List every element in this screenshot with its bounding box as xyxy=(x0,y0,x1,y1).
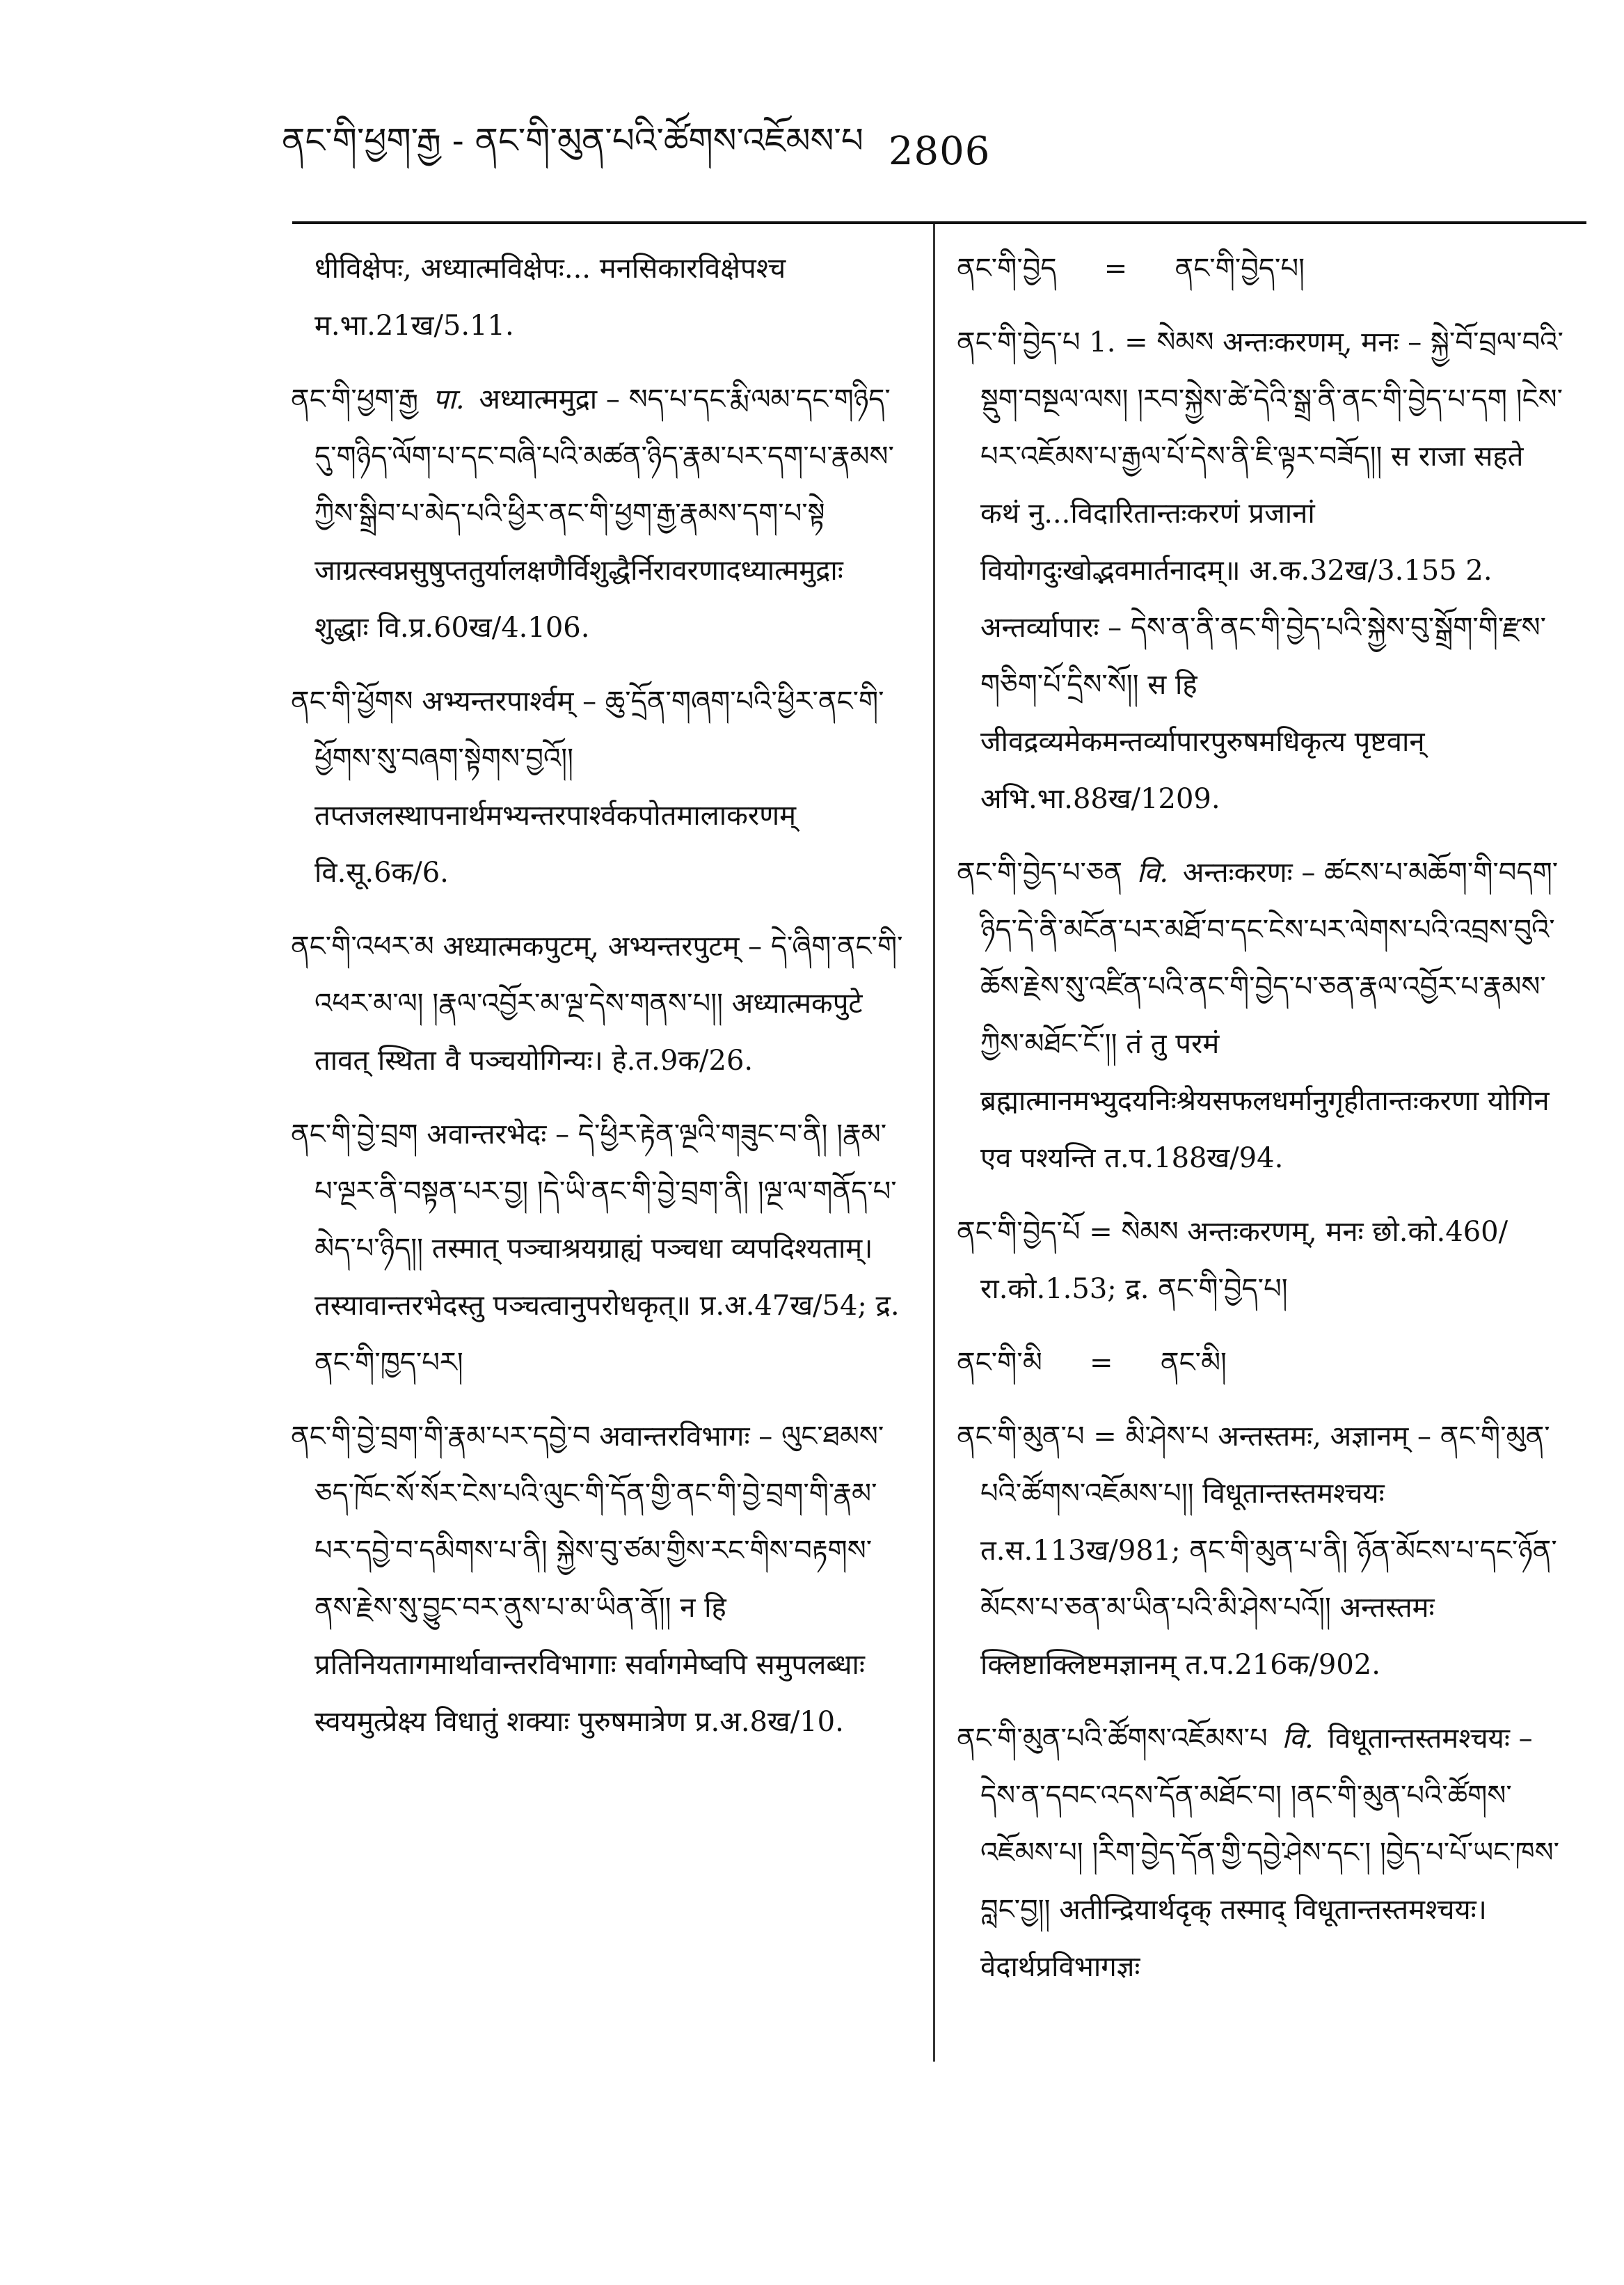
entry-headword: ནང་གི་མུན་པ xyxy=(957,1421,1085,1453)
right-column xyxy=(957,240,1569,2012)
entry-headword: ནང་གི་བྱེ་བྲག xyxy=(291,1118,418,1151)
page-number: 2806 xyxy=(888,128,991,174)
entry-headword: ནང་གི་ཕྱོགས xyxy=(291,686,413,718)
entry-definition: अध्यात्मकपुटम्, अभ्यन्तरपुटम् – དེ་ཞིག་ནང་གི་འཕར་མ་ལ། །རྣལ་འབྱོར་མ་ལྔ་དེས་གནས་པ།། अध्यात्मकपुटे तावत् स्थिता वै पञ्चयोगिन्यः। हे.त.9क/26. xyxy=(315,931,903,1077)
entry-headword: ནང་གི་བྱེད་པོ xyxy=(957,1216,1081,1248)
dictionary-entry xyxy=(291,918,903,1089)
entry-definition: 1. = སེམས अन्तःकरणम्, मनः – སྐྱེ་བོ་བྲལ་བའི་སྡུག་བསྔལ་ལས། །རབ་སྐྱེས་ཚེ་དེའི་སྒྲ་ནི་ནང་གི་བྱེད་པ་དག །ངེས་པར་འཇོམས་པ་རྒྱལ་པོ་དེས་ནི་ཇི་ལྟར་བཟོད།། स राजा सहते कथं नु...विदारितान्तःकरणं प्रजानां वियोगदुःखोद्भवमार्तनादम्॥ अ.क.32ख/3.155 2. अन्तर्व्यापारः – དེས་ན་ནི་ནང་གི་བྱེད་པའི་སྐྱེས་བུ་སྒྲོག་གི་རྫས་གཅིག་པོ་དྲིས་སོ།། स हि जीवद्रव्यमेकमन्तर्व्यापारपुरुषमधिकृत्य पृष्टवान् अभि.भा.88ख/1209. xyxy=(980,326,1563,815)
cross-reference-entry xyxy=(957,240,1569,297)
entry-headword: ནང་གི་ཕྱག་རྒྱ xyxy=(291,384,419,416)
entry-headword: ནང་གི་བྱེད་པ xyxy=(957,326,1081,358)
entry-definition: अध्यात्ममुद्रा – སད་པ་དང་རྨི་ལམ་དང་གཉིད་དུ་གཉིད་ལོག་པ་དང་བཞི་པའི་མཚན་ཉིད་རྣམ་པར་དག་པ་རྣམས་ཀྱིས་སྒྲིབ་པ་མེད་པའི་ཕྱིར་ནང་གི་ཕྱག་རྒྱ་རྣམས་དག་པ་སྟེ जाग्रत्स्वप्नसुषुप्ततुर्यालक्षणैर्विशुद्धैर्निरावरणादध्यात्ममुद्राः शुद्धाः वि.प्र.60ख/4.106. xyxy=(315,384,894,644)
dictionary-entry xyxy=(291,1408,903,1750)
dictionary-entry xyxy=(291,371,903,656)
entry-headword: ནང་གི་བྱེད xyxy=(957,253,1057,285)
cross-reference-entry xyxy=(957,1334,1569,1391)
dictionary-entry xyxy=(957,1710,1569,1995)
equals-sign: = xyxy=(1090,1347,1113,1379)
entry-definition: = མི་ཤེས་པ अन्तस्तमः, अज्ञानम् – ནང་གི་མུན་པའི་ཚོགས་འཇོམས་པ།། विधूतान्तस्तमश्चयः त.स.113ख/981; ནང་གི་མུན་པ་ནི། ཉོན་མོངས་པ་དང་ཉོན་མོངས་པ་ཅན་མ་ཡིན་པའི་མི་ཤེས་པའོ།། अन्तस्तमः क्लिष्टाक्लिष्टमज्ञानम् त.प.216क/902. xyxy=(980,1421,1557,1681)
entry-definition: अन्तःकरणः – ཚངས་པ་མཆོག་གི་བདག་ཉིད་དེ་ནི་མངོན་པར་མཐོ་བ་དང་ངེས་པར་ལེགས་པའི་འབྲས་བུའི་ཆོས་རྗེས་སུ་འཛིན་པའི་ནང་གི་བྱེད་པ་ཅན་རྣལ་འབྱོར་པ་རྣམས་ཀྱིས་མཐོང་ངོ་།། तं तु परमं ब्रह्मात्मानमभ्युदयनिःश्रेयसफलधर्मानुगृहीतान्तःकरणा योगिन एव पश्यन्ति त.प.188ख/94. xyxy=(980,857,1559,1174)
xref-target: ནང་མི། xyxy=(1160,1347,1227,1379)
left-column xyxy=(291,240,903,1767)
header-rule xyxy=(292,221,1586,224)
column-divider xyxy=(933,224,935,2062)
xref-target: ནང་གི་བྱེད་པ། xyxy=(1175,253,1305,285)
entry-pos: पा. xyxy=(432,384,465,416)
dictionary-entry xyxy=(957,844,1569,1187)
entry-pos: वि. xyxy=(1282,1723,1314,1755)
dictionary-entry xyxy=(957,1408,1569,1693)
entry-pos: वि. xyxy=(1136,857,1169,889)
entry-headword: ནང་གི་བྱེ་བྲག་གི་རྣམ་པར་དབྱེ་བ xyxy=(291,1421,591,1453)
entry-definition: अवान्तरभेदः – དེ་ཕྱིར་རྟེན་ལྔའི་གཟུང་བ་ནི། །རྣམ་པ་ལྔར་ནི་བསྟན་པར་བྱ། །དེ་ཡི་ནང་གི་བྱེ་བྲག་ནི། །ལྔ་ལ་གནོད་པ་མེད་པ་ཉིད།། तस्मात् पञ्चाश्रयग्राह्यं पञ्चधा व्यपदिश्यताम्। तस्यावान्तरभेदस्तु पञ्चत्वानुपरोधकृत्॥ प्र.अ.47ख/54; द्र. ནང་གི་ཁྱད་པར། xyxy=(315,1118,900,1379)
page-header xyxy=(282,120,1256,182)
entry-headword: ནང་གི་མི xyxy=(957,1347,1042,1379)
dictionary-entry xyxy=(291,673,903,901)
entry-definition: अभ्यन्तरपार्श्वम् – ཆུ་དྲོན་གཞག་པའི་ཕྱིར་ནང་གི་ཕྱོགས་སུ་བཞག་སྟེགས་བྱའོ།། तप्तजलस्थापनार्थमभ्यन्तरपार्श्वकपोतमालाकरणम् वि.सू.6क/6. xyxy=(315,686,884,889)
entry-definition: = སེམས अन्तःकरणम्, मनः छो.को.460/रा.को.1.53; द्र. ནང་གི་བྱེད་པ། xyxy=(980,1216,1508,1305)
equals-sign: = xyxy=(1104,253,1128,285)
continuation-text: धीविक्षेपः, अध्यात्मविक्षेपः... मनसिकारविक्षेपश्च म.भा.21ख/5.11. xyxy=(315,253,786,342)
entry-definition: विधूतान्तस्तमश्चयः – དེས་ན་དབང་འདས་དོན་མཐོང་བ། །ནང་གི་མུན་པའི་ཚོགས་འཇོམས་པ། །རིག་བྱེད་དོན་གྱི་དབྱེ་ཤེས་དང་། །བྱེད་པ་པོ་ཡང་ཁས་བླང་བྱ།། अतीन्द्रियार्थदृक् तस्माद् विधूतान्तस्तमश्चयः। वेदार्थप्रविभागज्ञः xyxy=(980,1723,1560,1983)
dictionary-entry xyxy=(957,314,1569,828)
entry-headword: ནང་གི་བྱེད་པ་ཅན xyxy=(957,857,1123,889)
dictionary-entry xyxy=(291,1106,903,1391)
entry-definition: अवान्तरविभागः – ལུང་ཐམས་ཅད་ཁོང་སོ་སོར་ངེས་པའི་ལུང་གི་དོན་གྱི་ནང་གི་བྱེ་བྲག་གི་རྣམ་པར་དབྱེ་བ་དམིགས་པ་ནི། སྐྱེས་བུ་ཙམ་གྱིས་རང་གིས་བརྟགས་ནས་རྗེས་སུ་བྱུང་བར་ནུས་པ་མ་ཡིན་ནོ།། न हि प्रतिनियतागमार्थावान्तरविभागाः सर्वागमेष्वपि समुपलब्धाः स्वयमुत्प्रेक्ष्य विधातुं शक्याः पुरुषमात्रेण प्र.अ.8ख/10. xyxy=(315,1421,884,1738)
entry-headword: ནང་གི་འཕར་མ xyxy=(291,931,434,963)
entry-headword: ནང་གི་མུན་པའི་ཚོགས་འཇོམས་པ xyxy=(957,1723,1268,1755)
dictionary-entry xyxy=(957,1203,1569,1318)
header-headword-range: ནང་གི་ཕྱག་རྒྱ - ནང་གི་མུན་པའི་ཚོགས་འཇོམས་པ xyxy=(282,120,863,161)
